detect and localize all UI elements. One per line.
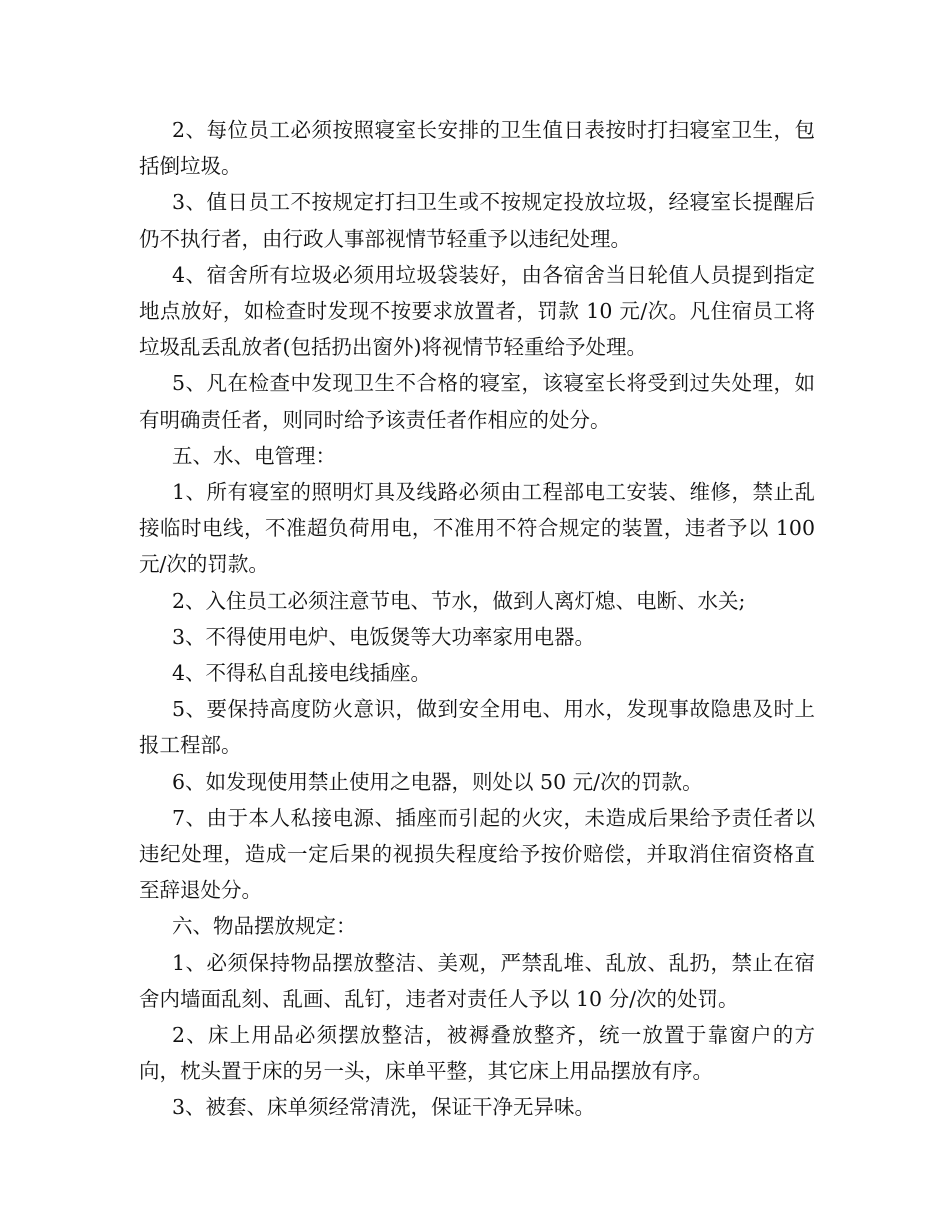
paragraph-saving: 2、入住员工必须注意节电、节水，做到人离灯熄、电断、水关;	[172, 588, 746, 613]
document-body	[139, 112, 815, 1126]
paragraph-tidiness: 1、必须保持物品摆放整洁、美观，严禁乱堆、乱放、乱扔，禁止在宿舍内墙面乱刻、乱画、乱钉，违者对责任人予以 10 分/次的处罚。	[139, 950, 815, 1011]
paragraph-prohibited-appliance-fine: 6、如发现使用禁止使用之电器，则处以 50 元/次的罚款。	[172, 769, 703, 794]
paragraph-duty-schedule: 2、每位员工必须按照寝室长安排的卫生值日表按时打扫寝室卫生，包括倒垃圾。	[139, 118, 815, 179]
paragraph-wiring: 1、所有寝室的照明灯具及线路必须由工程部电工安装、维修，禁止乱接临时电线，不准超负荷用电，不准用不符合规定的装置，违者予以 100 元/次的罚款。	[139, 480, 815, 577]
paragraph-duty-violation: 3、值日员工不按规定打扫卫生或不按规定投放垃圾，经寝室长提醒后仍不执行者，由行政人事部视情节轻重予以违纪处理。	[139, 190, 815, 251]
paragraph-fire-liability: 7、由于本人私接电源、插座而引起的火灾，未造成后果给予责任者以违纪处理，造成一定后果的视损失程度给予按价赔偿，并取消住宿资格直至辞退处分。	[139, 805, 815, 903]
section-heading-item-placement: 六、物品摆放规定：	[172, 914, 357, 939]
paragraph-inspection: 5、凡在检查中发现卫生不合格的寝室，该寝室长将受到过失处理，如有明确责任者，则同时给予该责任者作相应的处分。	[139, 371, 815, 432]
paragraph-appliances: 3、不得使用电炉、电饭煲等大功率家用电器。	[172, 624, 596, 649]
paragraph-garbage-rules: 4、宿舍所有垃圾必须用垃圾袋装好，由各宿舍当日轮值人员提到指定地点放好，如检查时发现不按要求放置者，罚款 10 元/次。凡住宿员工将垃圾乱丢乱放者(包括扔出窗外)将视情节轻重给予处理。	[139, 262, 815, 360]
paragraph-bedding: 2、床上用品必须摆放整洁，被褥叠放整齐，统一放置于靠窗户的方向，枕头置于床的另一头，床单平整，其它床上用品摆放有序。	[139, 1023, 815, 1084]
paragraph-fire-safety: 5、要保持高度防火意识，做到安全用电、用水，发现事故隐患及时上报工程部。	[139, 697, 815, 758]
paragraph-washing: 3、被套、床单须经常清洗，保证干净无异味。	[172, 1095, 596, 1120]
paragraph-sockets: 4、不得私自乱接电线插座。	[172, 661, 432, 686]
section-heading-water-electricity: 五、水、电管理：	[172, 443, 336, 468]
